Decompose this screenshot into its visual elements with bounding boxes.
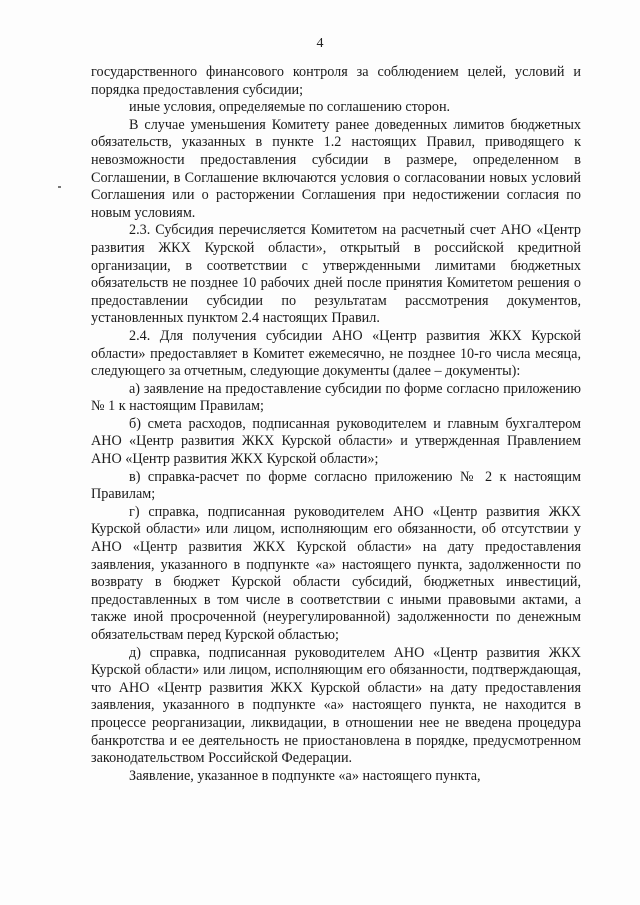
- paragraph-2-3: 2.3. Субсидия перечисляется Комитетом на расчетный счет АНО «Центр развития ЖКХ Курской области», открытый в российской кредитной организации, в соответствии с утвержденными лимитами бюджетных обязательств не позднее 10 рабочих дней после принятия Комитетом решения о предоставлении субсидии по результатам рассмотрения документов, установленных пунктом 2.4 настоящих Правил.: [91, 222, 581, 327]
- list-item-g: г) справка, подписанная руководителем АНО «Центр развития ЖКХ Курской области» или лицом, исполняющим его обязанности, об отсутствии у АНО «Центр развития ЖКХ Курской области» на дату предоставления заявления, указанного в подпункте «а» настоящего пункта, задолженности по возврату в бюджет Курской области субсидий, бюджетных инвестиций, предоставленных в том числе в соответствии с иными правовыми актами, а также иной просроченной (неурегулированной) задолженности по денежным обязательствам перед Курской областью;: [91, 503, 581, 643]
- paragraph-2-4: 2.4. Для получения субсидии АНО «Центр развития ЖКХ Курской области» предоставляет в Комитет ежемесячно, не позднее 10-го числа месяца, следующего за отчетным, следующие документы (далее – документы):: [91, 327, 581, 380]
- list-item-a: а) заявление на предоставление субсидии по форме согласно приложению № 1 к настоящим Правилам;: [91, 380, 581, 415]
- list-item-d: д) справка, подписанная руководителем АНО «Центр развития ЖКХ Курской области» или лицом, исполняющим его обязанности, подтверждающая, что АНО «Центр развития ЖКХ Курской области» на дату предоставления заявления, указанного в подпункте «а» настоящего пункта, не находится в процессе реорганизации, ликвидации, в отношении нее не введена процедура банкротства и ее деятельность не приостановлена в порядке, предусмотренном законодательством Российской Федерации.: [91, 644, 581, 767]
- paragraph-application: Заявление, указанное в подпункте «а» настоящего пункта,: [129, 767, 481, 784]
- paragraph-limit-reduction: В случае уменьшения Комитету ранее доведенных лимитов бюджетных обязательств, указанных в пункте 1.2 настоящих Правил, приводящего к невозможности предоставления субсидии в размере, определенном в Соглашении, в Соглашение включаются условия о согласовании новых условий Соглашения или о расторжении Соглашения при недостижении согласия по новым условиям.: [91, 116, 581, 221]
- page-number: 4: [316, 36, 324, 51]
- list-item-b: б) смета расходов, подписанная руководителем и главным бухгалтером АНО «Центр развития ЖКХ Курской области» и утвержденная Правлением АНО «Центр развития ЖКХ Курской области»;: [91, 415, 581, 468]
- paragraph-continuation: государственного финансового контроля за соблюдением целей, условий и порядка предоставления субсидии;: [91, 64, 581, 98]
- paragraph-other-conditions: иные условия, определяемые по соглашению сторон.: [129, 99, 451, 116]
- document-body: [91, 64, 581, 785]
- list-item-v: в) справка-расчет по форме согласно приложению № 2 к настоящим Правилам;: [91, 468, 581, 503]
- scan-artifact: [58, 186, 61, 188]
